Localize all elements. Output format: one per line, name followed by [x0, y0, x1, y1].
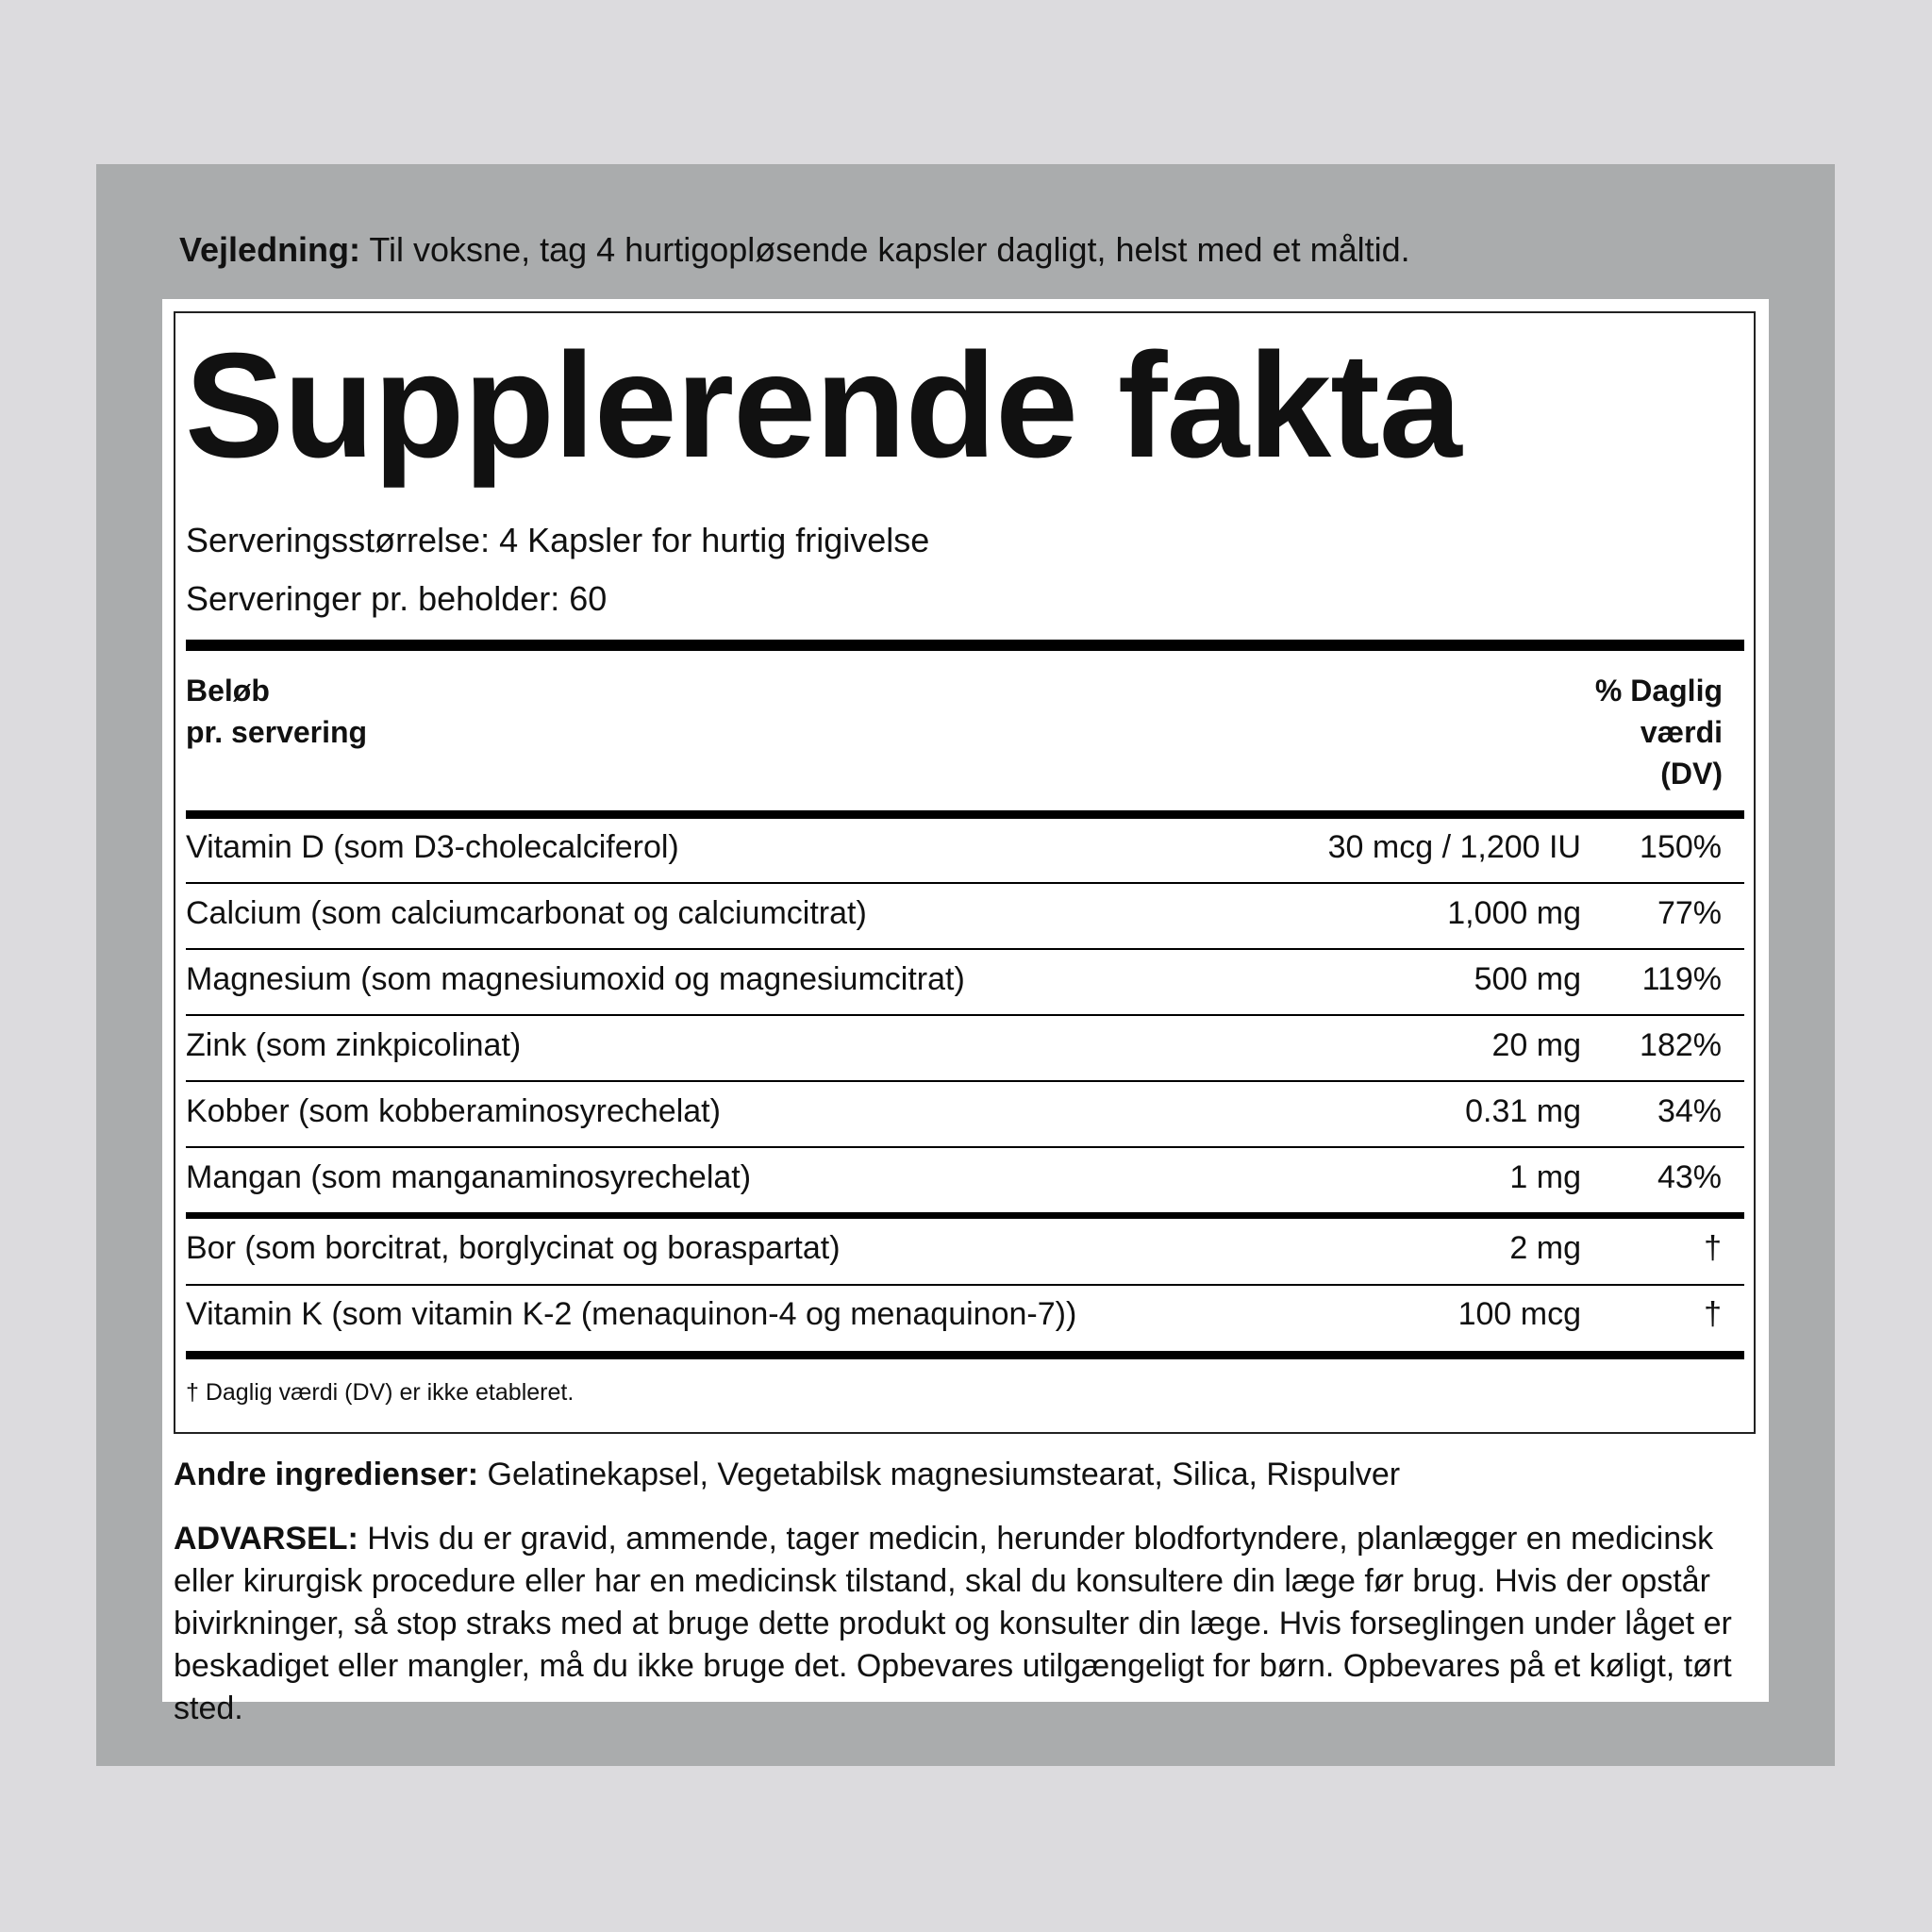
nutrient-amount: 30 mcg / 1,200 IU — [1327, 829, 1581, 865]
nutrient-name: Mangan (som manganaminosyrechelat) — [186, 1159, 752, 1195]
nutrient-dv: † — [1704, 1296, 1722, 1332]
directions-text — [179, 226, 1783, 274]
other-ingredients — [174, 1452, 1758, 1497]
header-daily-value — [1595, 670, 1723, 794]
nutrient-name: Vitamin D (som D3-cholecalciferol) — [186, 829, 679, 865]
nutrient-name: Vitamin K (som vitamin K-2 (menaquinon-4 og menaquinon-7)) — [186, 1296, 1077, 1332]
nutrient-row — [186, 1215, 1744, 1281]
nutrient-row — [186, 946, 1744, 1012]
header-amount-line2: pr. servering — [186, 715, 368, 749]
divider-thick — [186, 640, 1744, 651]
nutrient-row — [186, 814, 1744, 880]
header-dv-line1: % Daglig — [1594, 674, 1723, 708]
nutrient-row — [186, 1144, 1744, 1210]
other-ingredients-label: Andre ingredienser: — [174, 1457, 479, 1492]
directions-body: Til voksne, tag 4 hurtigopløsende kapsler dagligt, helst med et måltid. — [360, 230, 1410, 269]
warning-text: Hvis du er gravid, ammende, tager medicin, herunder blodfortyndere, planlægger en medicinsk eller kirurgisk procedure eller har en medicinsk tilstand, skal du konsultere din læge før brug. Hvis der opstår bivirkninger, så stop straks med at bruge dette produkt og konsulter din læge. Hvis forseglingen under låget er beskadiget eller mangler, må du ikke bruge det. Opbevares utilgængeligt for børn. Opbevares på et køligt, tørt sted. — [174, 1521, 1732, 1726]
nutrient-amount: 1 mg — [1509, 1159, 1581, 1195]
nutrient-name: Zink (som zinkpicolinat) — [186, 1027, 522, 1063]
nutrient-row — [186, 1078, 1744, 1144]
nutrient-amount: 500 mg — [1474, 961, 1581, 997]
header-dv-line2: værdi — [1640, 715, 1723, 749]
nutrient-dv: 119% — [1641, 961, 1722, 997]
nutrient-row — [186, 1281, 1744, 1347]
nutrient-dv: 34% — [1657, 1093, 1722, 1129]
dv-footnote: † Daglig værdi (DV) er ikke etableret. — [186, 1379, 575, 1406]
nutrient-dv: † — [1704, 1230, 1722, 1266]
warning — [174, 1518, 1758, 1730]
nutrient-amount: 0.31 mg — [1465, 1093, 1581, 1129]
warning-label: ADVARSEL: — [174, 1521, 358, 1557]
divider-thick — [186, 1351, 1744, 1359]
nutrient-dv: 150% — [1640, 829, 1722, 865]
other-ingredients-text: Gelatinekapsel, Vegetabilsk magnesiumstearat, Silica, Rispulver — [478, 1457, 1401, 1492]
directions-label: Vejledning: — [179, 230, 361, 269]
header-amount-line1: Beløb — [186, 674, 270, 708]
facts-title: Supplerende fakta — [185, 323, 1461, 489]
nutrient-dv: 43% — [1657, 1159, 1722, 1195]
nutrient-amount: 1,000 mg — [1447, 895, 1581, 931]
nutrient-amount: 2 mg — [1509, 1230, 1581, 1266]
nutrient-amount: 100 mcg — [1457, 1296, 1581, 1332]
nutrient-name: Calcium (som calciumcarbonat og calciumcitrat) — [186, 895, 867, 931]
nutrient-row — [186, 880, 1744, 946]
nutrient-name: Magnesium (som magnesiumoxid og magnesiumcitrat) — [186, 961, 965, 997]
nutrient-name: Kobber (som kobberaminosyrechelat) — [186, 1093, 721, 1129]
nutrient-name: Bor (som borcitrat, borglycinat og boraspartat) — [186, 1230, 841, 1266]
servings-per-container: Serveringer pr. beholder: 60 — [186, 579, 608, 618]
header-amount — [186, 670, 367, 753]
serving-size: Serveringsstørrelse: 4 Kapsler for hurtig frigivelse — [186, 521, 930, 559]
nutrient-amount: 20 mg — [1491, 1027, 1581, 1063]
header-dv-line3: (DV) — [1660, 757, 1723, 791]
nutrient-dv: 77% — [1657, 895, 1722, 931]
nutrient-dv: 182% — [1640, 1027, 1722, 1063]
nutrient-row — [186, 1012, 1744, 1078]
